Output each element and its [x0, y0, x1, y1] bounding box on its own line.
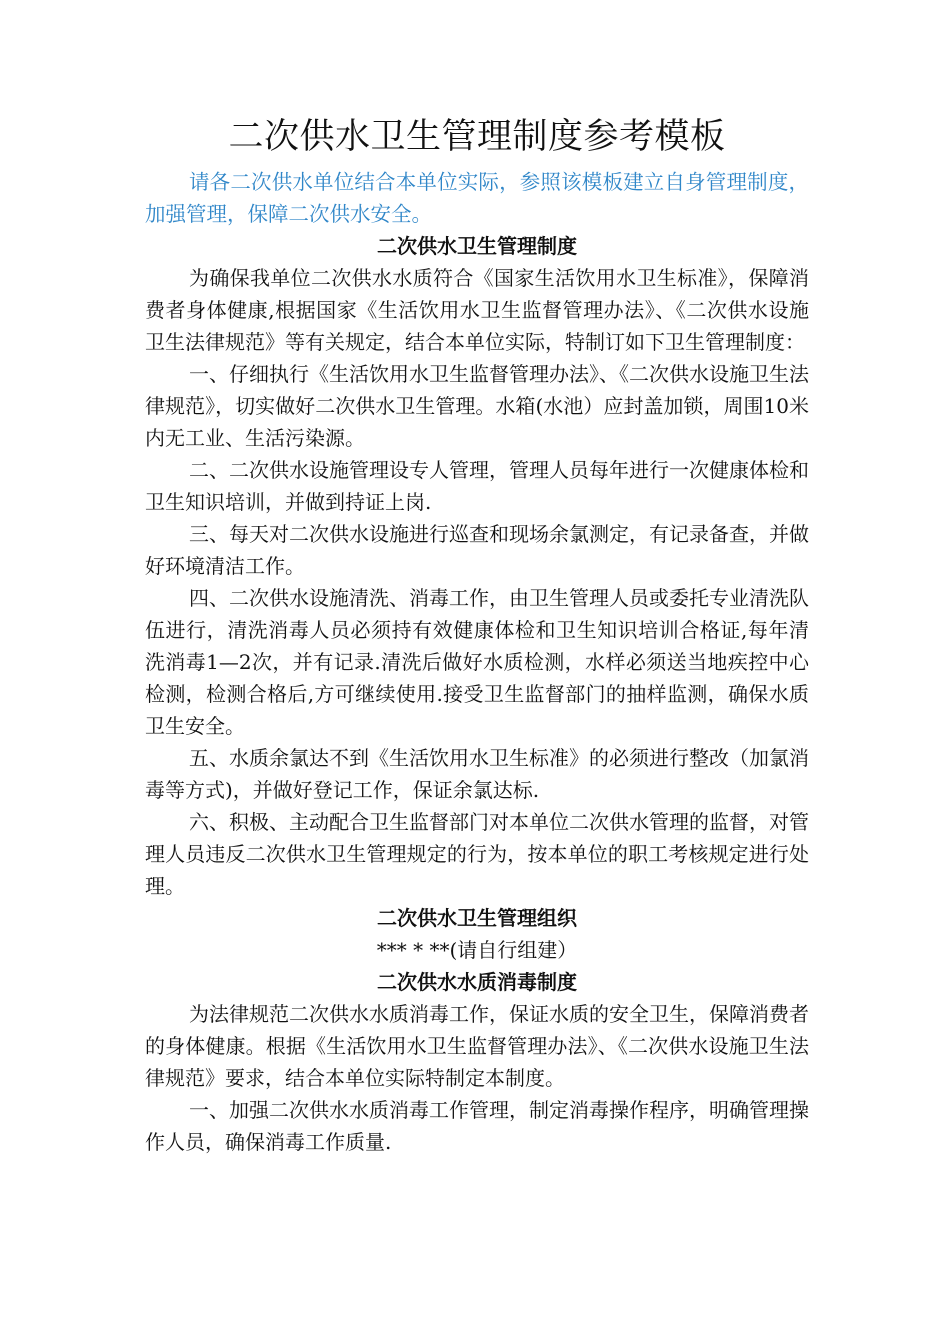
- paragraph: 五、水质余氯达不到《生活饮用水卫生标准》的必须进行整改（加氯消毒等方式)，并做好登记工作，保证余氯达标.: [145, 746, 809, 802]
- paragraph: 二、二次供水设施管理设专人管理，管理人员每年进行一次健康体检和卫生知识培训，并做到持证上岗.: [145, 458, 809, 514]
- section-heading-organization: 二次供水卫生管理组织: [377, 906, 577, 930]
- paragraph: 为法律规范二次供水水质消毒工作，保证水质的安全卫生，保障消费者的身体健康。根据《生活饮用水卫生监督管理办法》、《二次供水设施卫生法律规范》要求，结合本单位实际特制定本制度。: [145, 1002, 809, 1090]
- paragraph: 三、每天对二次供水设施进行巡查和现场余氯测定，有记录备查，并做好环境清洁工作。: [145, 522, 809, 578]
- organization-placeholder: *** * **(请自行组建）: [376, 938, 578, 962]
- section-heading-disinfection-system: 二次供水水质消毒制度: [377, 970, 577, 994]
- paragraph: 一、加强二次供水水质消毒工作管理，制定消毒操作程序，明确管理操作人员，确保消毒工作质量.: [145, 1098, 809, 1154]
- paragraph: 四、二次供水设施清洗、消毒工作，由卫生管理人员或委托专业清洗队伍进行，清洗消毒人员必须持有效健康体检和卫生知识培训合格证,每年清洗消毒1—2次，并有记录.清洗后做好水质检测，水样必须送当地疾控中心检测，检测合格后,方可继续使用.接受卫生监督部门的抽样监测，确保水质卫生安全。: [145, 586, 809, 738]
- section-heading-hygiene-system: 二次供水卫生管理制度: [377, 234, 577, 258]
- paragraph: 一、仔细执行《生活饮用水卫生监督管理办法》、《二次供水设施卫生法律规范》，切实做好二次供水卫生管理。水箱(水池）应封盖加锁，周围10米内无工业、生活污染源。: [145, 362, 809, 450]
- document-page: [145, 112, 809, 1158]
- document-title: 二次供水卫生管理制度参考模板: [228, 117, 726, 157]
- intro-note: 请各二次供水单位结合本单位实际，参照该模板建立自身管理制度，加强管理，保障二次供水安全。: [145, 170, 809, 226]
- paragraph: 为确保我单位二次供水水质符合《国家生活饮用水卫生标准》，保障消费者身体健康,根据国家《生活饮用水卫生监督管理办法》、《二次供水设施卫生法律规范》等有关规定，结合本单位实际，特制订如下卫生管理制度：: [145, 266, 809, 354]
- paragraph: 六、积极、主动配合卫生监督部门对本单位二次供水管理的监督，对管理人员违反二次供水卫生管理规定的行为，按本单位的职工考核规定进行处理。: [145, 810, 809, 898]
